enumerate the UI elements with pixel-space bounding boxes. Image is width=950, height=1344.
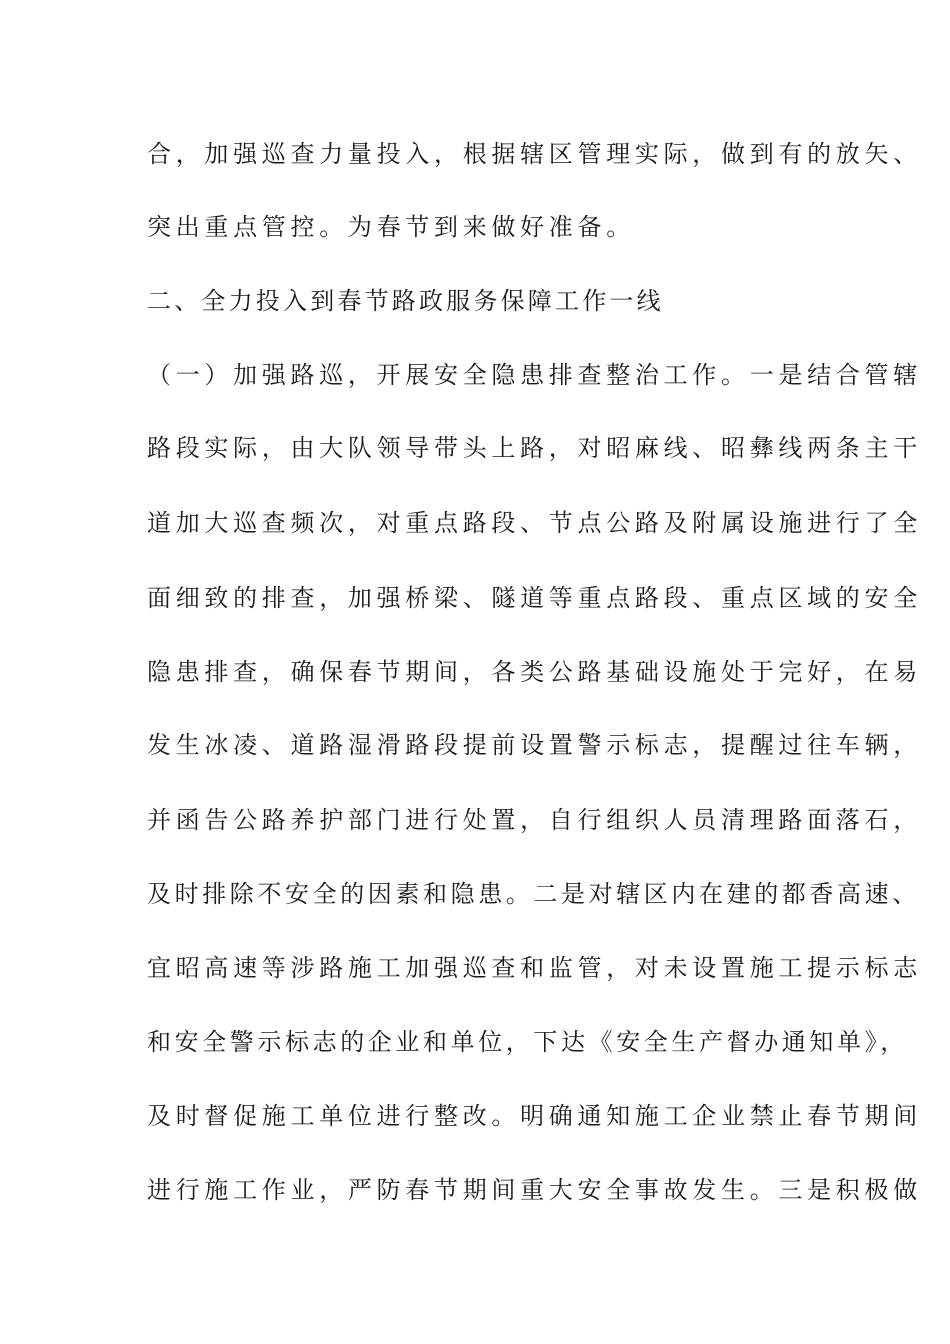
- text-line-2: 突出重点管控。为春节到来做好准备。: [147, 213, 635, 241]
- text-line-10: 并函告公路养护部门进行处置，自行组织人员清理路面落石，: [147, 806, 922, 834]
- text-line-8: 隐患排查，确保春节期间，各类公路基础设施处于完好，在易: [147, 658, 922, 686]
- section-heading: 二、全力投入到春节路政服务保障工作一线: [147, 287, 664, 315]
- text-line-12: 宜昭高速等涉路施工加强巡查和监管，对未设置施工提示标志: [147, 954, 922, 982]
- text-line-15: 进行施工作业，严防春节期间重大安全事故发生。三是积极做: [147, 1176, 922, 1204]
- subsection-heading-line: （一）加强路巡，开展安全隐患排查整治工作。一是结合管辖: [147, 361, 922, 389]
- text-line-13: 和安全警示标志的企业和单位，下达《安全生产督办通知单》，: [147, 1028, 908, 1056]
- text-line-1: 合，加强巡查力量投入，根据辖区管理实际，做到有的放矢、: [147, 140, 922, 168]
- text-line-11: 及时排除不安全的因素和隐患。二是对辖区内在建的都香高速、: [147, 880, 920, 908]
- text-line-14: 及时督促施工单位进行整改。明确通知施工企业禁止春节期间: [147, 1102, 922, 1130]
- text-line-5: 路段实际，由大队领导带头上路，对昭麻线、昭彝线两条主干: [147, 434, 922, 462]
- text-line-6: 道加大巡查频次，对重点路段、节点公路及附属设施进行了全: [147, 509, 922, 537]
- text-line-9: 发生冰凌、道路湿滑路段提前设置警示标志，提醒过往车辆，: [147, 731, 922, 759]
- text-line-7: 面细致的排查，加强桥梁、隧道等重点路段、重点区域的安全: [147, 584, 922, 612]
